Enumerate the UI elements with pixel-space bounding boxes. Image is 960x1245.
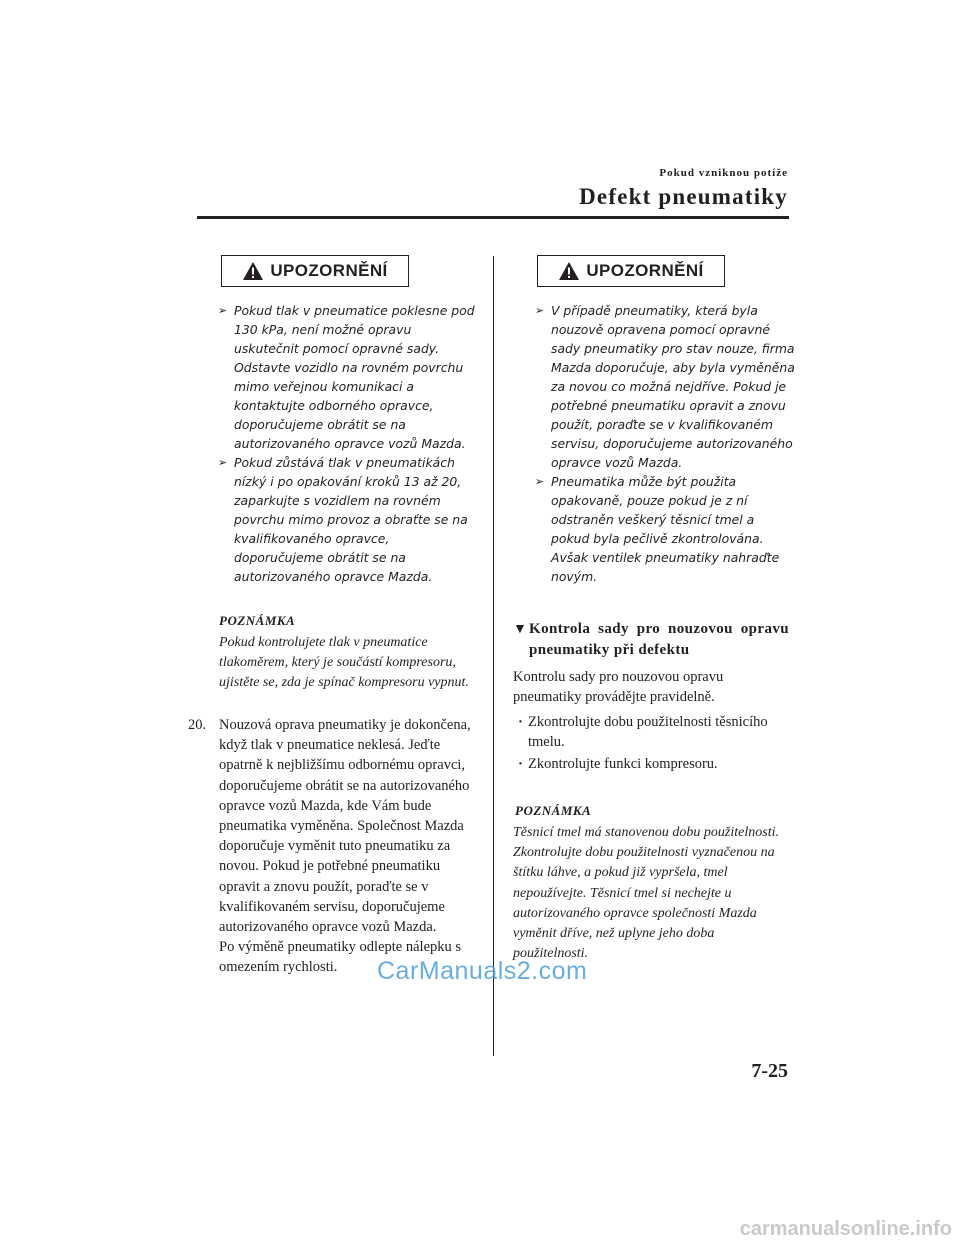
triangle-down-icon: ▼: [513, 622, 527, 637]
step-text: Nouzová oprava pneumatiky je dokončena, když tlak v pneumatice neklesá. Jeďte opatrně k nejbližšímu odbornému opravci, doporučujeme obrátit se na autorizovaného opravce vozů Mazda, kde Vám bude pneumatika vyměněna. Společnost Mazda doporučuje vyměnit tuto pneumatiku za novou. Pokud je potřebné pneumatiku opravit a znovu použít, poraďte se v kvalifikovaném servisu, doporučujeme autorizovaného opravce vozů Mazda.: [219, 717, 471, 936]
warning-list-right: [535, 301, 795, 586]
arrow-right-icon: ➢: [218, 456, 228, 469]
arrow-right-icon: ➢: [535, 475, 545, 488]
arrow-right-icon: ➢: [535, 304, 545, 317]
warning-label: UPOZORNĚNÍ: [270, 261, 388, 280]
list-item: · Zkontrolujte dobu použitelnosti těsnicího tmelu.: [518, 712, 788, 752]
step-number: 20.: [188, 717, 207, 733]
section-title: Defekt pneumatiky: [579, 184, 788, 209]
warning-box-left: [221, 255, 409, 287]
column-divider: [493, 256, 494, 1056]
note-text-right: Těsnicí tmel má stanovenou dobu použitelnosti. Zkontrolujte dobu použitelnosti vyznačenou na štítku láhve, a pokud již vypršela, tmel nepoužívejte. Těsnicí tmel si nechejte u autorizovaného opravce společnosti Mazda vyměnit dříve, než uplyne jeho doba použitelnosti.: [513, 825, 779, 962]
watermark: CarManuals2.com: [377, 957, 588, 985]
warning-triangle-icon: [558, 261, 580, 281]
section-label: Pokud vzniknou potíže: [659, 167, 788, 179]
note-heading-left: POZNÁMKA: [219, 613, 296, 628]
warning-label: UPOZORNĚNÍ: [586, 261, 704, 280]
note-heading-right: POZNÁMKA: [515, 803, 592, 818]
warning-box-right: [537, 255, 725, 287]
page-number: 7-25: [751, 1060, 788, 1082]
list-item: ➢ V případě pneumatiky, která byla nouzově opravena pomocí opravné sady pneumatiky pro stav nouze, firma Mazda doporučuje, aby byla vyměněna za novou co možná nejdříve. Pokud je potřebné pneumatiku opravit a znovu použít, poraďte se v kvalifikovaném servisu, doporučujeme autorizovaného opravce vozů Mazda.: [535, 303, 795, 470]
note-text-left: Pokud kontrolujete tlak v pneumatice tlakoměrem, který je součástí kompresoru, ujistěte se, zda je spínač kompresoru vypnut.: [219, 635, 469, 691]
list-item: · Zkontrolujte funkci kompresoru.: [518, 754, 788, 774]
header-rule: [197, 216, 789, 219]
sub-heading: ▼ Kontrola sady pro nouzovou opravu pneumatiky při defektu: [513, 621, 789, 658]
list-item: ➢ Pokud tlak v pneumatice poklesne pod 130 kPa, není možné opravu uskutečnit pomocí opravné sady. Odstavte vozidlo na rovném povrchu mimo veřejnou komunikaci a kontaktujte odborného opravce, doporučujeme obrátit se na autorizovaného opravce vozů Mazda.: [218, 303, 475, 451]
list-item: ➢ Pokud zůstává tlak v pneumatikách nízký i po opakování kroků 13 až 20, zaparkujte s vozidlem na rovném povrchu mimo provoz a obraťte se na kvalifikovaného opravce, doporučujeme obrátit se na autorizovaného opravce Mazda.: [218, 455, 468, 584]
warning-triangle-icon: [242, 261, 264, 281]
arrow-right-icon: ➢: [218, 304, 228, 317]
step-20: [188, 715, 478, 978]
list-item: ➢ Pneumatika může být použita opakovaně, pouze pokud je z ní odstraněn veškerý těsnicí tmel a pokud byla pečlivě zkontrolována. Avšak ventilek pneumatiky nahraďte novým.: [535, 474, 780, 584]
footer-mark: carmanualsonline.info: [739, 1218, 952, 1240]
bullet-list: [518, 712, 788, 777]
step-text-2: Po výměně pneumatiky odlepte nálepku s omezením rychlosti.: [219, 939, 462, 976]
warning-list-left: [218, 301, 480, 586]
intro-paragraph: Kontrolu sady pro nouzovou opravu pneumatiky provádějte pravidelně.: [513, 669, 724, 706]
